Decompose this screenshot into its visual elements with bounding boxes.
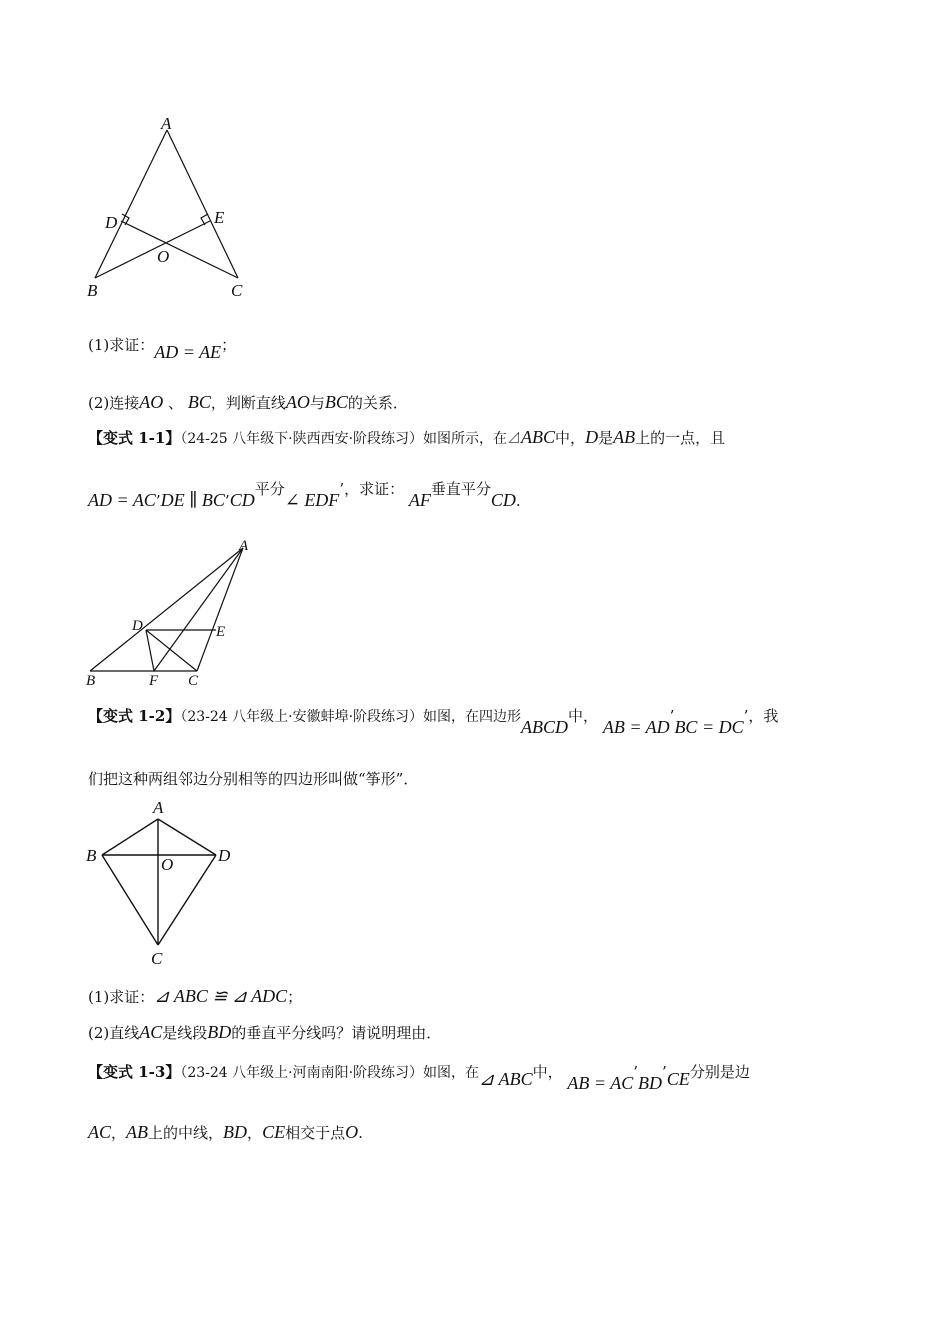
figure-triangle-altitudes <box>80 110 260 305</box>
variant-1-1-line1: 【变式 1-1】（24-25 八年级下·陕西西安·阶段练习）如图所示，在⊿ABC中，D是AB上的一点，且 <box>88 427 726 447</box>
kite-question-2: (2)直线AC是线段BD的垂直平分线吗？请说明理由． <box>88 1022 442 1042</box>
label-O: O <box>157 247 170 266</box>
label-E: E <box>216 624 226 640</box>
label-C: C <box>151 949 163 968</box>
variant-tag: 【变式 1-2】 <box>88 707 181 725</box>
figure-triangle-bisector <box>80 535 280 690</box>
label-D: D <box>218 846 231 865</box>
label-A: A <box>239 538 249 554</box>
label-B: B <box>86 673 96 689</box>
figure-kite <box>80 795 250 970</box>
question-2: (2)连接AO 、 BC，判断直线AO与BC的关系． <box>88 392 408 412</box>
label-C: C <box>188 673 199 689</box>
label-E: E <box>214 208 225 227</box>
question-1: (1)求证：AD = AE； <box>88 336 237 362</box>
label-B: B <box>87 281 98 300</box>
variant-1-2-line1: 【变式 1-2】（23-24 八年级上·安徽蚌埠·阶段练习）如图，在四边形ABCD中， AB = AD’BC = DC’，我 <box>88 707 779 737</box>
math-ad-eq-ae: AD = AE <box>154 342 222 362</box>
variant-1-3-line2: AC，AB上的中线，BD，CE相交于点O. <box>88 1122 363 1142</box>
variant-1-1-line2: AD = AC’DE ∥ BC’CD平分∠ EDF’，求证： AF垂直平分CD. <box>88 480 521 510</box>
variant-1-2-line2: 们把这种两组邻边分别相等的四边形叫做“筝形”． <box>88 770 419 788</box>
variant-1-3-line1: 【变式 1-3】（23-24 八年级上·河南南阳·阶段练习）如图，在⊿ ABC中， AB = AC’BD’CE分别是边 <box>88 1063 750 1093</box>
label-A: A <box>153 798 164 817</box>
label-D: D <box>105 213 118 232</box>
kite-question-1: (1)求证：⊿ ABC ≌ ⊿ ADC； <box>88 986 303 1006</box>
variant-tag: 【变式 1-3】 <box>88 1063 181 1081</box>
label-C: C <box>231 281 243 300</box>
label-D: D <box>132 618 143 634</box>
label-A: A <box>161 114 172 133</box>
variant-tag: 【变式 1-1】 <box>88 429 181 447</box>
label-B: B <box>86 846 97 865</box>
label-F: F <box>149 673 159 689</box>
label-O: O <box>161 855 174 874</box>
